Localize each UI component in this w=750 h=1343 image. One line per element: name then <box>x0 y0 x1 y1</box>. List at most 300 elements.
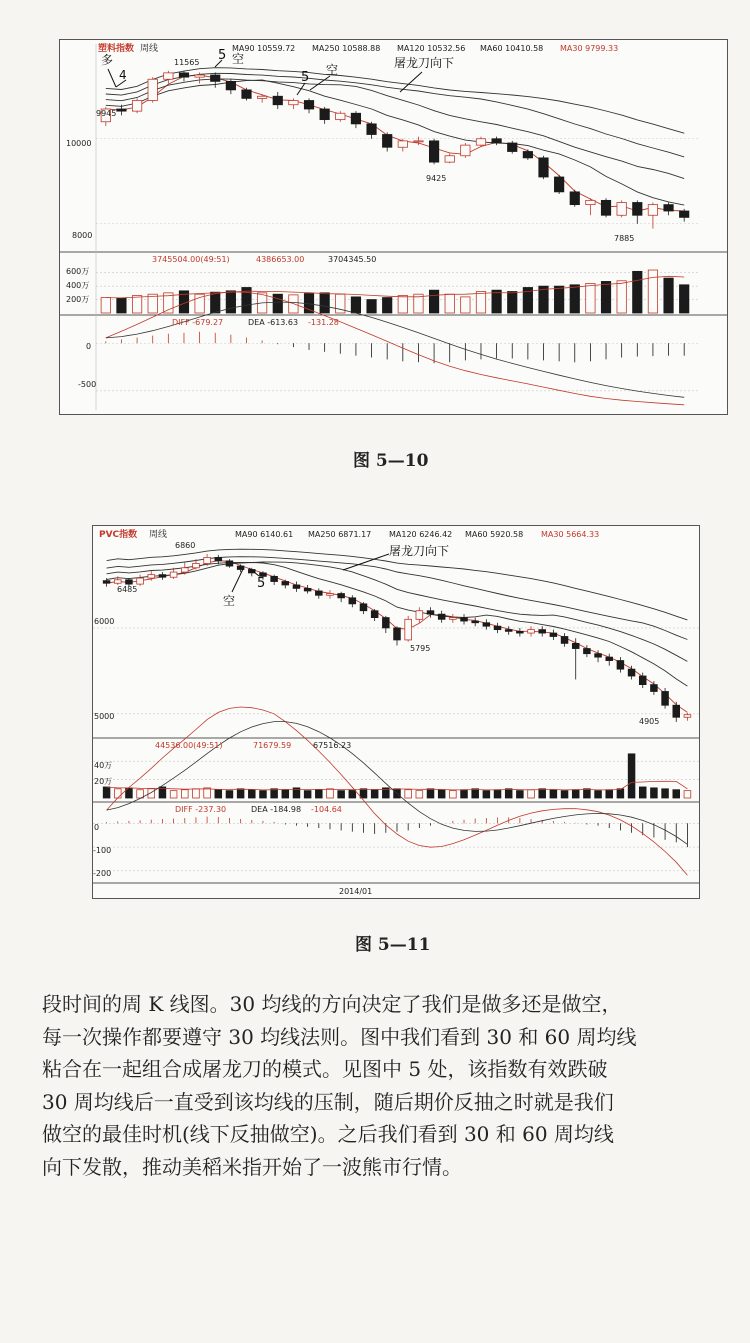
candlestick <box>570 190 579 207</box>
volume-bar <box>651 788 658 798</box>
volume-bar <box>572 790 579 798</box>
candle-body <box>117 109 126 111</box>
ma90-line <box>107 562 688 661</box>
candle-body <box>414 141 423 142</box>
volume-bar <box>673 790 680 798</box>
candlestick <box>633 200 642 223</box>
volume-bar <box>114 789 121 798</box>
volume-bar <box>101 298 110 313</box>
volume-bar <box>461 790 468 798</box>
volume-bar <box>648 270 657 313</box>
candle-body <box>148 79 157 100</box>
candle-body <box>382 618 389 628</box>
candlestick <box>561 633 568 647</box>
candlestick <box>492 137 501 146</box>
candle-body <box>351 113 360 124</box>
pvc-index-weekly-chart <box>93 526 699 898</box>
volume-bar <box>215 790 222 798</box>
ma60-label: MA60 5920.58 <box>465 530 524 539</box>
volume-bar <box>449 791 456 798</box>
candlestick <box>586 198 595 215</box>
ma60-label: MA60 10410.58 <box>480 44 544 53</box>
candle-body <box>528 630 535 633</box>
volume-bar <box>320 293 329 313</box>
candlestick <box>371 609 378 621</box>
candlestick <box>242 88 251 101</box>
candle-body <box>449 618 456 620</box>
volume-bar <box>595 791 602 798</box>
price-left-label: 9945 <box>96 109 117 118</box>
volume-bar <box>492 290 501 313</box>
volume-bar <box>505 789 512 798</box>
price-axis-5000: 5000 <box>94 712 115 721</box>
volume-bar <box>664 278 673 313</box>
candlestick <box>271 575 278 585</box>
candle-body <box>114 580 121 583</box>
candlestick <box>282 580 289 589</box>
candle-body <box>179 73 188 77</box>
candle-body <box>664 205 673 211</box>
volume-bar <box>226 291 235 313</box>
volume-bar <box>148 294 157 313</box>
volume-bar <box>226 791 233 798</box>
volume-bar <box>338 791 345 798</box>
candlestick <box>449 614 456 623</box>
candlestick <box>617 200 626 217</box>
candle-body <box>461 145 470 156</box>
macd-dea-label: DEA -184.98 <box>251 805 302 814</box>
price-axis-6000: 6000 <box>94 617 115 626</box>
candle-body <box>505 630 512 632</box>
candlestick <box>662 688 669 709</box>
candlestick <box>382 132 391 151</box>
price-high-label: 11565 <box>174 58 200 67</box>
annotation-arrows <box>232 554 389 592</box>
candle-body <box>159 575 166 578</box>
candle-body <box>242 90 251 99</box>
candlestick <box>226 79 235 94</box>
volume-bar <box>528 790 535 798</box>
candlestick <box>394 626 401 645</box>
candlestick <box>315 588 322 598</box>
ma250-line <box>106 68 684 134</box>
ma30-label: MA30 9799.33 <box>560 44 619 53</box>
volume-bar <box>360 789 367 798</box>
volume-bar <box>416 791 423 798</box>
volume-bar <box>170 791 177 798</box>
figure-5-11-chart <box>92 525 700 899</box>
candlestick <box>367 122 376 139</box>
candlestick <box>684 713 691 721</box>
candle-body <box>315 591 322 595</box>
volume-axis-200: 200万 <box>66 295 90 304</box>
candle-body <box>606 657 613 660</box>
candle-body <box>336 113 345 119</box>
candlestick <box>320 107 329 124</box>
candle-body <box>427 611 434 614</box>
candlestick <box>617 657 624 672</box>
candlestick <box>539 156 548 179</box>
ma120-label: MA120 6246.42 <box>389 530 453 539</box>
ma90-line <box>106 79 684 179</box>
macd-axis-minus200: -200 <box>93 869 112 878</box>
volume-bar <box>445 294 454 313</box>
volume-bar <box>273 294 282 313</box>
macd-dea-label: DEA -613.63 <box>248 318 299 327</box>
price-axis-10000: 10000 <box>66 139 92 148</box>
annotation-short-second: 空 <box>326 63 339 77</box>
annotation-butcher-knife: 屠龙刀向下 <box>394 56 455 70</box>
candlestick <box>472 618 479 627</box>
volume-bar <box>351 297 360 313</box>
volume-bar <box>382 298 391 313</box>
candlestick <box>237 564 244 572</box>
candle-body <box>137 578 144 584</box>
paragraph-line: 做空的最佳时机(线下反抽做空)。之后我们看到 30 和 60 周均线 <box>42 1122 614 1146</box>
candle-body <box>132 101 141 112</box>
ma30-line <box>106 75 684 211</box>
candle-body <box>181 568 188 572</box>
ma250-line <box>107 549 688 620</box>
candlestick <box>554 175 563 194</box>
candlestick <box>429 139 438 165</box>
candle-body <box>684 715 691 718</box>
candlestick <box>137 575 144 586</box>
candle-body <box>601 200 610 215</box>
ma60-line <box>106 80 684 205</box>
candle-body <box>273 96 282 105</box>
volume-axis-40: 40万 <box>94 761 113 770</box>
volume-bar <box>606 790 613 798</box>
volume-bar <box>679 285 688 313</box>
volume-bar <box>438 790 445 798</box>
price-high-label: 6860 <box>175 541 196 550</box>
macd-value-label: -131.28 <box>308 318 339 327</box>
price-low-label: 4905 <box>639 717 660 726</box>
ma250-label: MA250 6871.17 <box>308 530 372 539</box>
candle-body <box>648 205 657 216</box>
candle-body <box>438 614 445 619</box>
volume-axis-400: 400万 <box>66 281 90 290</box>
volume-bar <box>371 790 378 798</box>
candlestick <box>351 111 360 128</box>
volume-bar <box>103 787 110 798</box>
volume-header-c: 3704345.50 <box>328 255 377 264</box>
candlestick <box>523 149 532 160</box>
candle-body <box>416 611 423 620</box>
candlestick <box>651 681 658 695</box>
candle-body <box>617 203 626 216</box>
candlestick <box>664 203 673 216</box>
candlestick <box>304 98 313 113</box>
volume-header-b: 71679.59 <box>253 741 292 750</box>
ma30-label: MA30 5664.33 <box>541 530 600 539</box>
macd-diff-label: DIFF -237.30 <box>175 805 227 814</box>
candlestick <box>517 628 524 637</box>
candle-body <box>628 669 635 676</box>
volume-bar <box>429 290 438 313</box>
candle-body <box>193 563 200 567</box>
volume-bar <box>617 789 624 798</box>
candle-body <box>679 211 688 217</box>
candle-body <box>367 124 376 135</box>
volume-bar <box>628 754 635 798</box>
plastic-index-weekly-chart <box>60 40 727 414</box>
ma90-label: MA90 6140.61 <box>235 530 294 539</box>
chart-frame <box>60 44 727 410</box>
volume-bar <box>472 789 479 798</box>
candle-body <box>492 139 501 143</box>
candle-body <box>257 96 266 98</box>
candle-body <box>226 561 233 566</box>
volume-bar <box>137 790 144 798</box>
volume-bar <box>494 790 501 798</box>
figure-5-11-caption: 图 5—11 <box>355 935 431 955</box>
candlestick <box>445 154 454 164</box>
volume-bar <box>211 292 220 313</box>
volume-axis-20: 20万 <box>94 777 113 786</box>
candlestick <box>382 616 389 633</box>
macd-diff-label: DIFF -679.27 <box>172 318 224 327</box>
annotation-5: 5 <box>257 576 266 591</box>
candle-body <box>164 73 173 79</box>
annotation-4: 4 <box>119 68 127 82</box>
candlestick <box>606 654 613 666</box>
macd-axis-minus500: -500 <box>78 380 97 389</box>
candle-body <box>617 661 624 670</box>
candle-body <box>539 158 548 177</box>
candle-body <box>639 676 646 685</box>
annotation-short: 空 <box>223 594 236 608</box>
volume-header-c: 67516.23 <box>313 741 352 750</box>
volume-bar <box>271 789 278 798</box>
ma120-label: MA120 10532.56 <box>397 44 466 53</box>
candle-body <box>237 566 244 569</box>
volume-bar <box>398 296 407 313</box>
volume-bar <box>405 790 412 798</box>
candlestick <box>349 595 356 607</box>
annotation-short-first: 空 <box>232 52 245 66</box>
candle-body <box>429 141 438 162</box>
figure-5-10-chart <box>59 39 728 415</box>
candlestick <box>132 98 141 113</box>
volume-bar <box>248 790 255 798</box>
volume-bar <box>461 297 470 313</box>
paragraph-line: 向下发散，推动美稻米指开始了一波熊市行情。 <box>42 1154 462 1179</box>
x-axis-date-label: 2014/01 <box>339 887 373 896</box>
candlestick <box>461 143 470 158</box>
volume-bar <box>193 789 200 798</box>
price-mid-label: 5795 <box>410 644 431 653</box>
candle-body <box>215 557 222 560</box>
volume-ma-line <box>106 276 684 298</box>
candle-body <box>271 576 278 581</box>
volume-header-b: 4386653.00 <box>256 255 305 264</box>
macd-axis-minus100: -100 <box>93 846 112 855</box>
volume-bar <box>508 292 517 313</box>
chart-period: 周线 <box>149 530 168 540</box>
candle-body <box>651 685 658 692</box>
candlestick <box>508 141 517 154</box>
candle-body <box>554 177 563 192</box>
candlestick <box>416 607 423 622</box>
candlestick <box>273 92 282 109</box>
candlestick <box>148 77 157 103</box>
candlestick <box>539 626 546 636</box>
chart-title: 塑料指数 <box>98 44 135 54</box>
candle-body <box>282 582 289 585</box>
volume-bar <box>639 787 646 798</box>
candle-body <box>595 654 602 657</box>
paragraph-line: 粘合在一起组合成屠龙刀的模式。见图中 5 处，该指数有效跌破 <box>42 1057 608 1081</box>
candlestick <box>679 209 688 222</box>
candle-body <box>195 75 204 77</box>
candle-body <box>360 604 367 611</box>
candle-body <box>586 200 595 204</box>
candle-body <box>584 649 591 654</box>
candle-body <box>550 633 557 636</box>
volume-bar <box>570 285 579 313</box>
volume-bar <box>483 791 490 798</box>
candlestick <box>211 72 220 87</box>
volume-bar <box>260 791 267 798</box>
volume-header-a: 3745504.00(49:51) <box>152 255 230 264</box>
candle-body <box>472 621 479 623</box>
volume-bar <box>315 790 322 798</box>
candlestick <box>226 559 233 568</box>
volume-bar <box>601 281 610 313</box>
macd-axis-0: 0 <box>94 823 100 832</box>
candle-body <box>382 135 391 148</box>
price-low-label: 7885 <box>614 234 635 243</box>
volume-bar <box>204 788 211 798</box>
candle-body <box>148 575 155 578</box>
volume-bar <box>181 790 188 798</box>
candle-body <box>394 628 401 640</box>
candlestick <box>398 139 407 152</box>
volume-bar <box>617 281 626 313</box>
volume-axis-600: 600万 <box>66 267 90 276</box>
annotation-butcher-knife: 屠龙刀向下 <box>389 544 450 558</box>
candle-body <box>327 594 334 596</box>
chart-period: 周线 <box>140 44 159 54</box>
candle-body <box>349 598 356 604</box>
candlestick <box>461 614 468 624</box>
candle-body <box>673 705 680 717</box>
volume-bar <box>662 789 669 798</box>
candle-body <box>204 557 211 563</box>
candle-body <box>523 152 532 158</box>
candlestick <box>648 203 657 229</box>
figure-5-10-caption: 图 5—10 <box>353 451 429 471</box>
price-left-label: 6485 <box>117 585 138 594</box>
candlestick <box>505 626 512 635</box>
paragraph-line: 段时间的周 K 线图。30 均线的方向决定了我们是做多还是做空， <box>42 992 622 1016</box>
candlestick <box>293 582 300 592</box>
candle-body <box>320 109 329 120</box>
candle-body <box>103 581 110 584</box>
candle-body <box>289 101 298 105</box>
candlestick <box>483 619 490 629</box>
candle-body <box>572 643 579 648</box>
price-axis-8000: 8000 <box>72 231 93 240</box>
volume-bar <box>132 296 141 313</box>
volume-bar <box>237 789 244 798</box>
volume-bar <box>349 790 356 798</box>
candle-body <box>633 203 642 216</box>
volume-bar <box>517 791 524 798</box>
annotation-5-first: 5 <box>218 48 227 63</box>
candle-body <box>561 637 568 644</box>
paragraph-line: 每一次操作都要遵守 30 均线法则。图中我们看到 30 和 60 周均线 <box>42 1024 637 1049</box>
ma250-label: MA250 10588.88 <box>312 44 381 53</box>
annotation-5-second: 5 <box>301 70 310 85</box>
volume-bar <box>584 789 591 798</box>
candlestick <box>572 638 579 679</box>
candle-body <box>304 588 311 591</box>
ma60-line <box>107 563 688 687</box>
candle-body <box>170 572 177 577</box>
volume-bar <box>550 790 557 798</box>
volume-bar <box>476 292 485 313</box>
volume-bar <box>684 791 691 798</box>
candle-body <box>483 623 490 626</box>
candlestick <box>550 630 557 640</box>
volume-bar <box>367 300 376 313</box>
candlestick <box>601 198 610 217</box>
candle-body <box>126 580 133 584</box>
candle-body <box>494 626 501 629</box>
candle-body <box>539 630 546 633</box>
candle-body <box>338 594 345 598</box>
candle-body <box>405 619 412 640</box>
candlestick <box>327 590 334 599</box>
candle-body <box>517 631 524 633</box>
candle-body <box>662 691 669 705</box>
candlestick <box>405 616 412 642</box>
candlestick <box>673 702 680 722</box>
volume-bar <box>282 790 289 798</box>
chart-title: PVC指数 <box>99 530 138 540</box>
candle-body <box>570 192 579 205</box>
macd-value-label: -104.64 <box>311 805 342 814</box>
body-paragraph <box>42 988 722 1183</box>
volume-bar <box>539 789 546 798</box>
volume-bar <box>304 791 311 798</box>
candlestick <box>164 71 173 84</box>
candlestick <box>494 623 501 633</box>
macd-diff-line <box>106 292 684 405</box>
candlestick <box>338 592 345 602</box>
candlestick <box>179 71 188 82</box>
candle-body <box>293 585 300 588</box>
ma120-line <box>106 73 684 157</box>
macd-axis-0: 0 <box>86 342 92 351</box>
candle-body <box>476 139 485 145</box>
candlestick <box>304 585 311 594</box>
candlestick <box>360 602 367 614</box>
macd-dea-line <box>106 302 684 397</box>
ma90-label: MA90 10559.72 <box>232 44 296 53</box>
candle-body <box>226 81 235 90</box>
candlestick <box>159 572 166 580</box>
price-mid-label: 9425 <box>426 174 447 183</box>
candle-body <box>508 143 517 152</box>
paragraph-line: 30 周均线后一直受到该均线的压制，随后期价反抽之时就是我们 <box>42 1089 614 1114</box>
volume-header-a: 44536.00(49:51) <box>155 741 223 750</box>
volume-bar <box>427 789 434 798</box>
volume-bar <box>117 298 126 313</box>
